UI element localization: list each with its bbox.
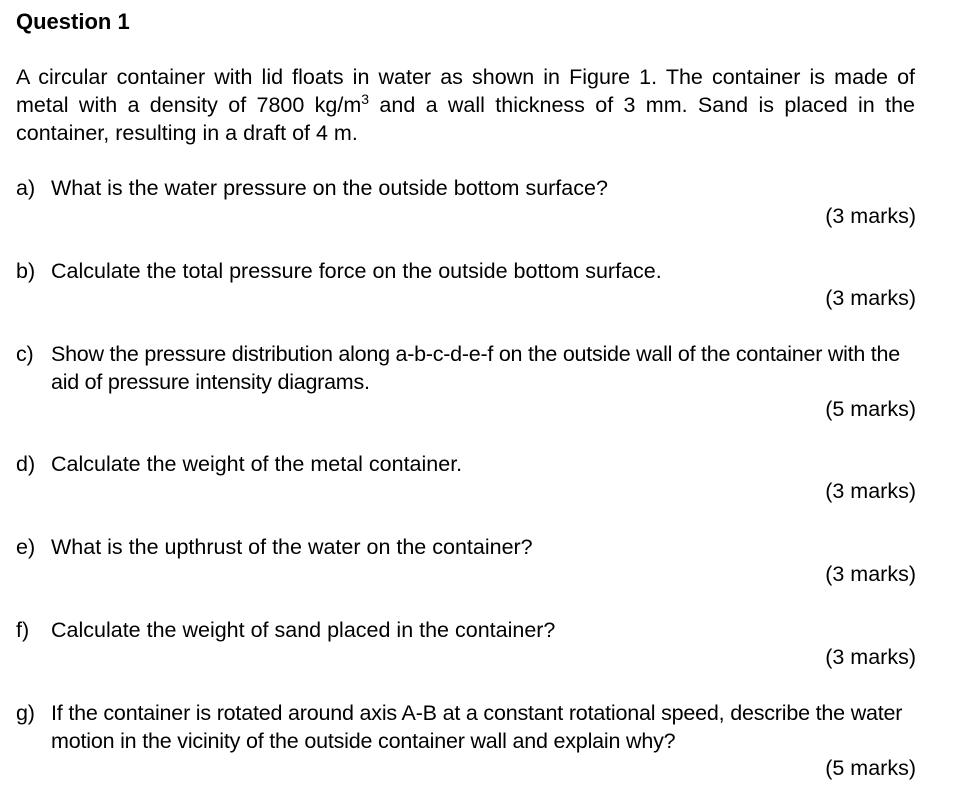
question-d-letter: d) [16,452,36,476]
intro-text: A circular container with lid floats in water as shown in Figure 1. The container is made of metal with a density of 7800 kg/m [16,65,915,117]
question-d-marks: (3 marks) [825,479,916,503]
question-b-letter: b) [16,259,36,283]
question-a-text: What is the water pressure on the outside bottom surface? [51,176,608,200]
question-e-text: What is the upthrust of the water on the container? [51,535,533,559]
question-c-letter: c) [16,342,34,366]
question-g-letter: g) [16,701,35,725]
question-e [16,533,916,561]
intro-superscript: 3 [361,90,370,107]
question-b-marks: (3 marks) [825,286,916,310]
question-a-marks: (3 marks) [825,204,916,228]
question-title: Question 1 [16,9,130,34]
question-d [16,450,916,478]
question-intro [16,63,915,147]
question-c [16,340,916,396]
question-g-text: If the container is rotated around axis A-B at a constant rotational speed, describe the water motion in the vicinity of the outside container wall and explain why? [51,701,903,753]
question-a-letter: a) [16,176,36,200]
question-e-letter: e) [16,535,36,559]
question-g [16,699,916,755]
question-d-text: Calculate the weight of the metal container. [51,452,463,476]
question-b-text: Calculate the total pressure force on the outside bottom surface. [51,259,662,283]
question-f [16,616,916,644]
question-g-marks: (5 marks) [825,756,916,780]
question-f-letter: f) [16,618,30,642]
intro-text-continued: and a wall thickness of 3 mm. Sand is placed in the container, resulting in a draft of 4 m. [16,93,915,145]
question-c-marks: (5 marks) [825,397,916,421]
question-a [16,174,916,202]
question-c-text: Show the pressure distribution along a-b-c-d-e-f on the outside wall of the container with the aid of pressure intensity diagrams. [51,342,900,394]
question-f-text: Calculate the weight of sand placed in the container? [51,618,556,642]
question-f-marks: (3 marks) [825,645,916,669]
question-e-marks: (3 marks) [825,562,916,586]
question-b [16,257,916,285]
